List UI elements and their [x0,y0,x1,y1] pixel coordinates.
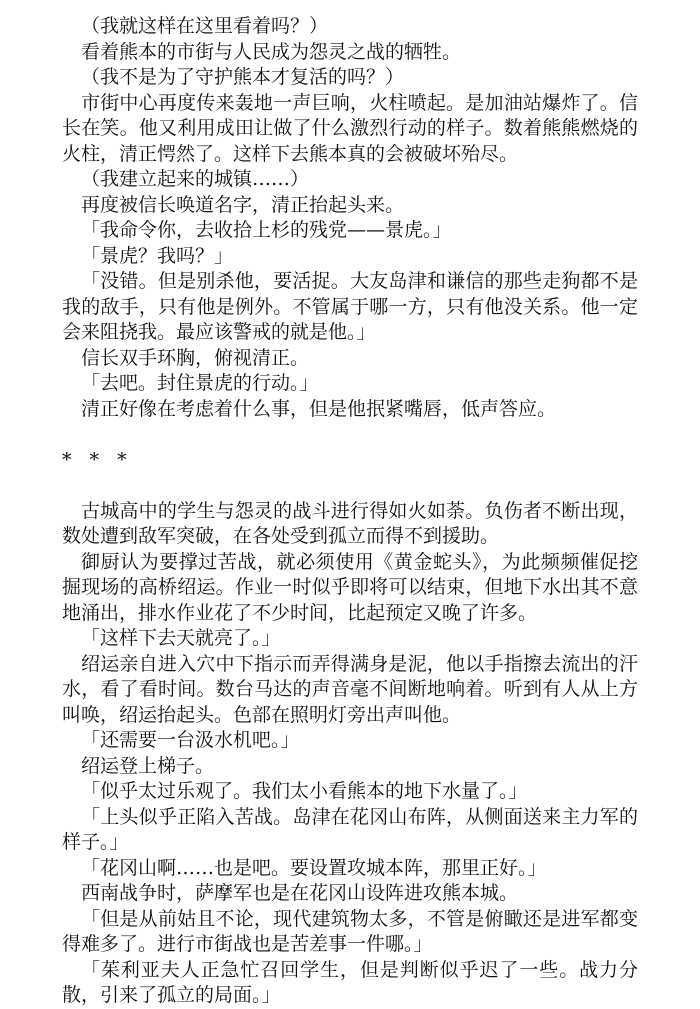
paragraph: 「还需要一台汲水机吧。」 [81,729,300,751]
paragraph: 「茱利亚夫人正急忙召回学生，但是判断似乎迟了一些。战力分散，引来了孤立的局面。」 [62,958,638,1006]
paragraph: 「但是从前姑且不论，现代建筑物太多，不管是俯瞰还是进军都变得难多了。进行市街战也是苦差事一件哪。」 [62,907,638,955]
paragraph: 绍运亲自进入穴中下指示而弄得满身是泥，他以手指擦去流出的汗水，看了看时间。数台马达的声音毫不间断地响着。听到有人从上方叫唤，绍运抬起头。色部在照明灯旁出声叫他。 [62,652,638,726]
paragraph: （我建立起来的城镇……） [81,168,310,190]
paragraph: 信长双手环胸，俯视清正。 [81,346,310,369]
paragraph: 「我命令你，去收拾上杉的残党——景虎。」 [81,219,452,241]
text-block-part1 [62,14,638,422]
blank-line [62,473,638,499]
paragraph: 「去吧。封住景虎的行动。」 [81,372,319,394]
blank-line [62,422,638,448]
paragraph: 「花冈山啊……也是吧。要设置攻城本阵，那里正好。」 [81,856,547,879]
paragraph: 「上头似乎正陷入苦战。岛津在花冈山布阵，从侧面送来主力军的样子。」 [62,805,638,853]
paragraph: 市街中心再度传来轰地一声巨响，火柱喷起。是加油站爆炸了。信长在笑。他又利用成田让做了什么激烈行动的样子。数着熊熊燃烧的火柱，清正愕然了。这样下去熊本真的会被破坏殆尽。 [62,91,638,165]
paragraph: 西南战争时，萨摩军也是在花冈山设阵进攻熊本城。 [81,882,519,904]
paragraph: （我就这样在这里看着吗？） [81,15,329,37]
paragraph: 清正好像在考虑着什么事，但是他抿紧嘴唇，低声答应。 [81,397,557,420]
text-block-part2 [62,499,638,1009]
paragraph: 「似乎太过乐观了。我们太小看熊本的地下水量了。」 [81,780,528,802]
paragraph: 看着熊本的市街与人民成为怨灵之战的牺牲。 [81,40,462,63]
paragraph: 再度被信长唤道名字，清正抬起头来。 [81,193,405,216]
paragraph: （我不是为了守护熊本才复活的吗？） [81,66,405,88]
section-break: * * * [62,448,133,471]
paragraph: 「这样下去天就亮了。」 [81,627,281,649]
paragraph: 古城高中的学生与怨灵的战斗进行得如火如荼。负伤者不断出现，数处遭到敌军突破，在各处受到孤立而得不到援助。 [62,499,638,547]
paragraph: 「景虎？我吗？」 [81,244,234,267]
paragraph: 御厨认为要撑过苦战，就必须使用《黄金蛇头》，为此频频催促挖掘现场的高桥绍运。作业一时似乎即将可以结束，但地下水出其不意地涌出，排水作业花了不少时间，比起预定又晚了许多。 [62,550,638,624]
novel-page [62,14,638,1009]
paragraph: 「没错。但是别杀他，要活捉。大友岛津和谦信的那些走狗都不是我的敌手，只有他是例外。不管属于哪一方，只有他没关系。他一定会来阻挠我。最应该警戒的就是他。」 [62,270,638,343]
paragraph: 绍运登上梯子。 [81,754,215,777]
